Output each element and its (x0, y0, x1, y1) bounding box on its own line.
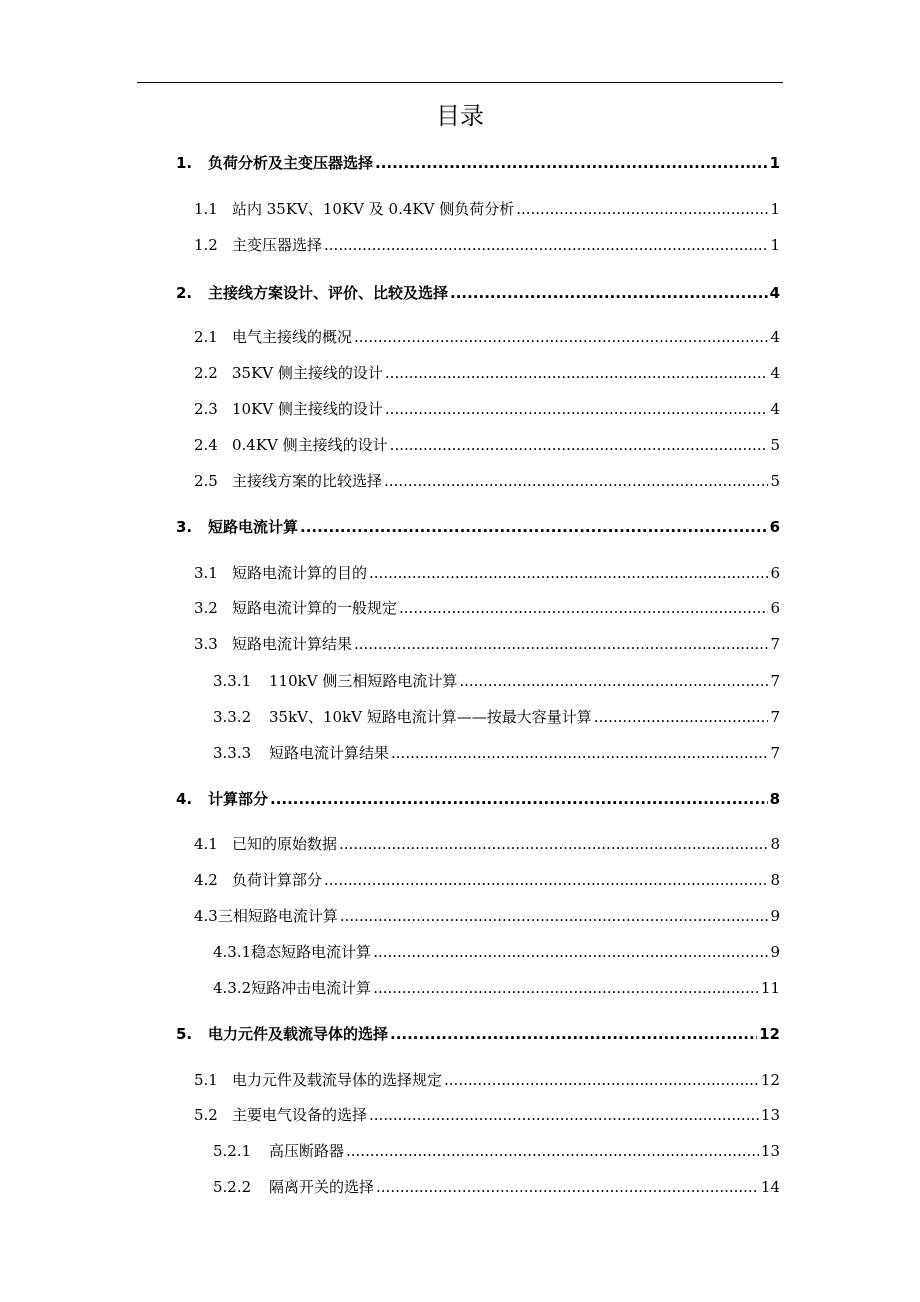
toc-text: 0.4KV 侧主接线的设计 (232, 436, 388, 454)
dot-leader (385, 398, 769, 420)
dot-leader (450, 282, 768, 304)
toc-text: 主接线方案设计、评价、比较及选择 (208, 284, 449, 302)
toc-page: 13 (760, 1142, 780, 1160)
toc-text: 10KV 侧主接线的设计 (232, 400, 383, 418)
toc-entry-2[interactable] (176, 282, 780, 304)
toc-number: 5.2.2 (213, 1178, 252, 1196)
toc-page: 12 (760, 1071, 780, 1089)
toc-entry-1[interactable] (176, 152, 780, 174)
dot-leader (339, 833, 768, 855)
toc-entry-4-2[interactable] (194, 869, 780, 891)
toc-text: 短路电流计算 (208, 518, 299, 536)
toc-entry-3-3[interactable] (194, 633, 780, 655)
toc-number: 2. (176, 284, 193, 302)
toc-number: 5.2.1 (213, 1142, 252, 1160)
toc-page: 6 (769, 518, 780, 536)
toc-text: 短路电流计算结果 (232, 635, 353, 653)
toc-entry-3-2[interactable] (194, 597, 780, 619)
dot-leader (324, 869, 768, 891)
toc-number: 5.2 (194, 1106, 218, 1124)
toc-entry-3-3-1[interactable] (213, 670, 780, 692)
toc-text: 高压断路器 (269, 1142, 345, 1160)
toc-number: 2.3 (194, 400, 218, 418)
toc-number: 3.3.3 (213, 744, 252, 762)
toc-entry-5-2-2[interactable] (213, 1176, 780, 1198)
toc-number: 3. (176, 518, 193, 536)
toc-page: 9 (770, 907, 780, 925)
toc-number: 2.4 (194, 436, 218, 454)
toc-page: 7 (770, 672, 780, 690)
toc-page: 1 (770, 200, 780, 218)
toc-number: 1. (176, 154, 193, 172)
toc-number: 4. (176, 790, 193, 808)
dot-leader (594, 706, 769, 728)
toc-text: 三相短路电流计算 (217, 907, 338, 925)
toc-page: 4 (770, 400, 780, 418)
toc-page: 13 (760, 1106, 780, 1124)
toc-text: 110kV 侧三相短路电流计算 (269, 672, 458, 690)
dot-leader (399, 597, 768, 619)
toc-page: 8 (770, 871, 780, 889)
toc-page: 6 (770, 564, 780, 582)
toc-text: 隔离开关的选择 (269, 1178, 375, 1196)
toc-page: 11 (760, 979, 780, 997)
dot-leader (390, 434, 769, 456)
page-title: 目录 (436, 102, 484, 130)
toc-text: 已知的原始数据 (232, 835, 338, 853)
dot-leader (340, 905, 769, 927)
toc-page: 5 (770, 436, 780, 454)
toc-entry-3-3-2[interactable] (213, 706, 780, 728)
toc-text: 短路电流计算的目的 (232, 564, 368, 582)
toc-entry-2-2[interactable] (194, 362, 780, 384)
toc-number: 1.1 (194, 200, 218, 218)
toc-number: 2.1 (194, 328, 218, 346)
toc-number: 3.3.2 (213, 708, 252, 726)
toc-page: 1 (770, 236, 780, 254)
toc-entry-2-4[interactable] (194, 434, 780, 456)
dot-leader (390, 1023, 757, 1045)
toc-entry-1-2[interactable] (194, 234, 780, 256)
toc-number: 4.2 (194, 871, 218, 889)
toc-number: 2.5 (194, 472, 218, 490)
toc-entry-3[interactable] (176, 516, 780, 538)
toc-text: 短路电流计算的一般规定 (232, 599, 398, 617)
toc-entry-4-1[interactable] (194, 833, 780, 855)
dot-leader (385, 362, 769, 384)
dot-leader (369, 562, 768, 584)
toc-page: 7 (770, 635, 780, 653)
toc-number: 5. (176, 1025, 193, 1043)
toc-page: 8 (769, 790, 780, 808)
toc-page: 7 (770, 744, 780, 762)
toc-entry-5-2-1[interactable] (213, 1140, 780, 1162)
toc-text: 负荷计算部分 (232, 871, 323, 889)
toc-entry-2-5[interactable] (194, 470, 780, 492)
toc-entry-2-3[interactable] (194, 398, 780, 420)
toc-page: 5 (770, 472, 780, 490)
toc-number: 1.2 (194, 236, 218, 254)
toc-entry-4-3[interactable] (194, 905, 780, 927)
toc-text: 短路电流计算结果 (269, 744, 390, 762)
toc-entry-3-3-3[interactable] (213, 742, 780, 764)
toc-page: 14 (760, 1178, 780, 1196)
toc-page: 4 (769, 284, 780, 302)
toc-number: 4.3.1 (213, 943, 252, 961)
toc-entry-5[interactable] (176, 1023, 780, 1045)
toc-page: 7 (770, 708, 780, 726)
toc-text: 主要电气设备的选择 (232, 1106, 368, 1124)
toc-number: 3.3 (194, 635, 218, 653)
toc-entry-4-3-1[interactable] (213, 941, 780, 963)
dot-leader (354, 633, 768, 655)
toc-number: 4.3 (194, 907, 218, 925)
dot-leader (384, 470, 768, 492)
dot-leader (459, 670, 768, 692)
dot-leader (373, 941, 768, 963)
toc-page: 4 (770, 328, 780, 346)
toc-entry-5-1[interactable] (194, 1069, 780, 1091)
toc-entry-5-2[interactable] (194, 1104, 780, 1126)
dot-leader (354, 326, 768, 348)
toc-page: 12 (759, 1025, 780, 1043)
toc-text: 计算部分 (208, 790, 269, 808)
toc-number: 4.1 (194, 835, 218, 853)
toc-number: 3.1 (194, 564, 218, 582)
toc-number: 5.1 (194, 1071, 218, 1089)
toc-text: 35kV、10kV 短路电流计算——按最大容量计算 (269, 708, 592, 726)
toc-number: 3.3.1 (213, 672, 252, 690)
dot-leader (346, 1140, 759, 1162)
toc-text: 电力元件及载流导体的选择 (208, 1025, 389, 1043)
toc-text: 负荷分析及主变压器选择 (208, 154, 374, 172)
toc-text: 电力元件及载流导体的选择规定 (232, 1071, 443, 1089)
dot-leader (391, 742, 768, 764)
toc-text: 35KV 侧主接线的设计 (232, 364, 383, 382)
dot-leader (373, 977, 759, 999)
toc-entry-2-1[interactable] (194, 326, 780, 348)
toc-entry-1-1[interactable] (194, 198, 780, 220)
dot-leader (324, 234, 768, 256)
dot-leader (270, 788, 768, 810)
toc-entry-3-1[interactable] (194, 562, 780, 584)
toc-page: 4 (770, 364, 780, 382)
toc-text: 主接线方案的比较选择 (232, 472, 383, 490)
toc-text: 电气主接线的概况 (232, 328, 353, 346)
toc-number: 3.2 (194, 599, 218, 617)
toc-entry-4-3-2[interactable] (213, 977, 780, 999)
toc-number: 4.3.2 (213, 979, 252, 997)
toc-text: 稳态短路电流计算 (251, 943, 372, 961)
dot-leader (375, 152, 768, 174)
toc-page: 9 (770, 943, 780, 961)
toc-text: 站内 35KV、10KV 及 0.4KV 侧负荷分析 (232, 200, 515, 218)
toc-page: 8 (770, 835, 780, 853)
toc-text: 主变压器选择 (232, 236, 323, 254)
dot-leader (300, 516, 768, 538)
toc-number: 2.2 (194, 364, 218, 382)
toc-page: 1 (769, 154, 780, 172)
toc-page: 6 (770, 599, 780, 617)
toc-entry-4[interactable] (176, 788, 780, 810)
dot-leader (444, 1069, 759, 1091)
dot-leader (516, 198, 768, 220)
dot-leader (369, 1104, 759, 1126)
dot-leader (376, 1176, 759, 1198)
toc-text: 短路冲击电流计算 (251, 979, 372, 997)
